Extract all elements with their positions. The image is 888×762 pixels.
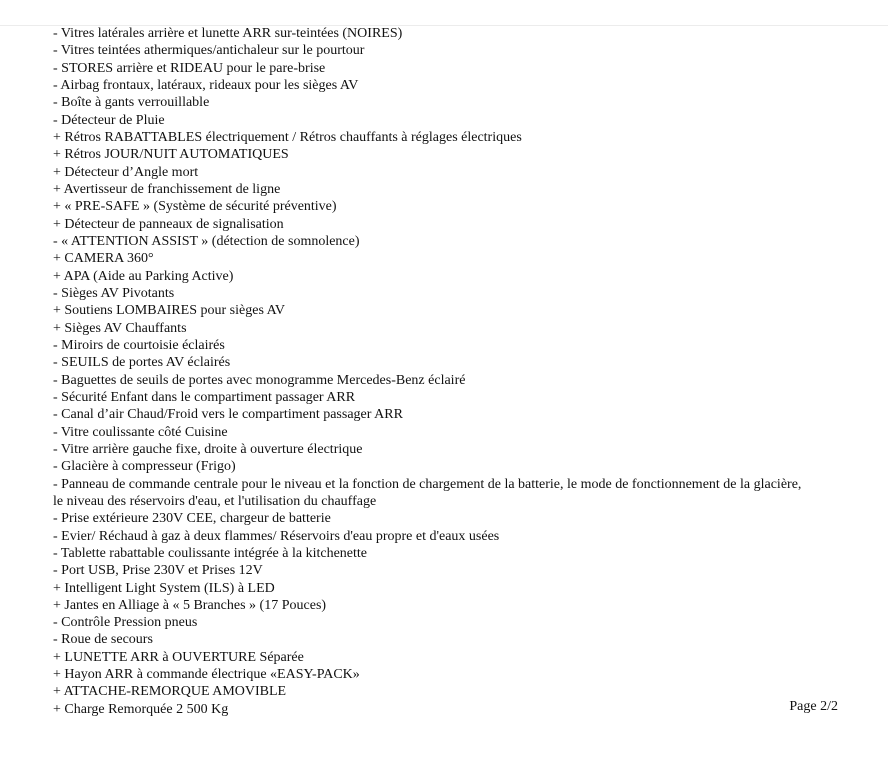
list-item: + Rétros JOUR/NUIT AUTOMATIQUES (53, 147, 289, 163)
list-item: - Port USB, Prise 230V et Prises 12V (53, 563, 263, 579)
page-number: Page 2/2 (789, 699, 838, 714)
list-item: - SEUILS de portes AV éclairés (53, 355, 231, 371)
list-item: - Tablette rabattable coulissante intégrée à la kitchenette (53, 545, 368, 561)
list-item: - Roue de secours (53, 632, 153, 648)
list-item: + Détecteur d’Angle mort (53, 164, 199, 180)
list-item: - Prise extérieure 230V CEE, chargeur de batterie (53, 511, 331, 527)
list-item: - Evier/ Réchaud à gaz à deux flammes/ Réservoirs d'eau propre et d'eaux usées (53, 528, 500, 544)
list-item: - « ATTENTION ASSIST » (détection de somnolence) (53, 233, 360, 249)
list-item: - Vitre arrière gauche fixe, droite à ouverture électrique (53, 441, 363, 457)
list-item: + Avertisseur de franchissement de ligne (53, 181, 281, 197)
list-item: - Baguettes de seuils de portes avec monogramme Mercedes-Benz éclairé (53, 372, 466, 388)
list-item: + Détecteur de panneaux de signalisation (53, 216, 284, 232)
list-item: + CAMERA 360° (53, 251, 154, 267)
list-item: + APA (Aide au Parking Active) (53, 268, 234, 284)
list-item: - Contrôle Pression pneus (53, 615, 198, 631)
list-item: + Soutiens LOMBAIRES pour sièges AV (53, 303, 286, 319)
list-item: + LUNETTE ARR à OUVERTURE Séparée (53, 649, 304, 665)
list-item: - Vitre coulissante côté Cuisine (53, 424, 228, 440)
list-item: - Canal d’air Chaud/Froid vers le compartiment passager ARR (53, 407, 403, 423)
list-item: - Airbag frontaux, latéraux, rideaux pour les sièges AV (53, 77, 359, 93)
list-item: - Détecteur de Pluie (53, 112, 165, 128)
list-item: + ATTACHE-REMORQUE AMOVIBLE (53, 684, 287, 700)
list-item: - Vitres latérales arrière et lunette ARR sur-teintées (NOIRES) (53, 26, 403, 41)
list-item: - Boîte à gants verrouillable (53, 95, 210, 111)
list-item: - STORES arrière et RIDEAU pour le pare-brise (53, 60, 326, 76)
list-item: + Sièges AV Chauffants (53, 320, 187, 336)
list-item: + Intelligent Light System (ILS) à LED (53, 580, 275, 596)
list-item: + Hayon ARR à commande électrique «EASY-PACK» (53, 667, 360, 683)
list-item: - Glacière à compresseur (Frigo) (53, 459, 236, 475)
list-item: + Rétros RABATTABLES électriquement / Rétros chauffants à réglages électriques (53, 129, 522, 145)
page-top-margin (0, 0, 888, 26)
list-item: - Sécurité Enfant dans le compartiment passager ARR (53, 389, 356, 405)
list-item: + « PRE-SAFE » (Système de sécurité préventive) (53, 199, 337, 215)
list-item: - Miroirs de courtoisie éclairés (53, 337, 225, 353)
list-item: - Sièges AV Pivotants (53, 285, 175, 301)
list-item: - Panneau de commande centrale pour le niveau et la fonction de chargement de la batterie, le mode de fonctionnement de la glacière, le niveau des réservoirs d'eau, et l'utilisation du chauffage (53, 476, 805, 509)
list-item: + Jantes en Alliage à « 5 Branches » (17 Pouces) (53, 597, 327, 613)
list-item: - Vitres teintées athermiques/antichaleur sur le pourtour (53, 43, 365, 59)
equipment-list (53, 25, 813, 718)
list-item: + Charge Remorquée 2 500 Kg (53, 701, 229, 717)
